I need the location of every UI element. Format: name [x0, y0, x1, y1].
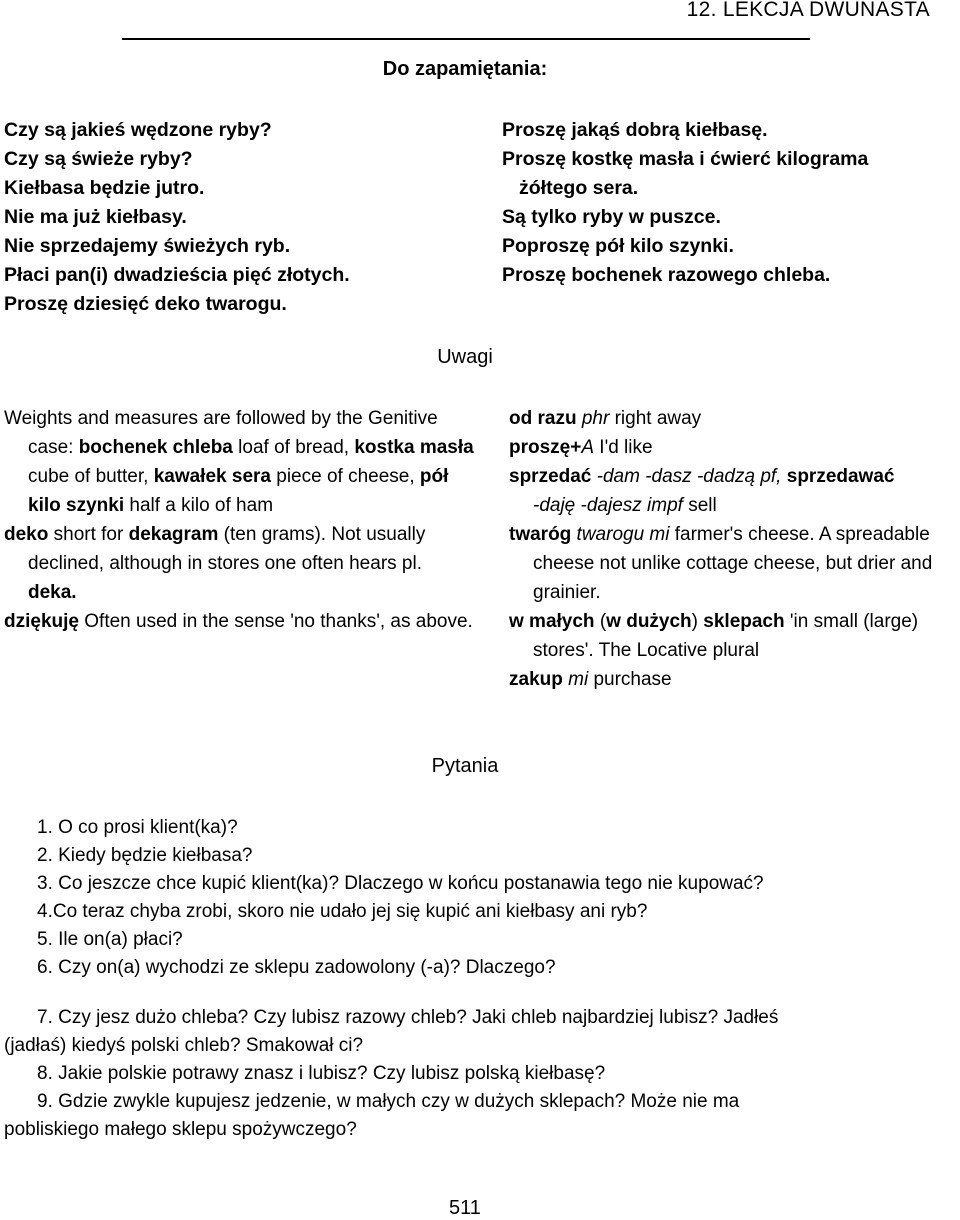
question-item: 4.Co teraz chyba zrobi, skoro nie udało jej się kupić ani kiełbasy ani ryb?	[37, 901, 648, 922]
phrase-line: Płaci pan(i) dwadzieścia pięć złotych.	[4, 264, 350, 286]
note-entry: deko short for dekagram (ten grams). Not usually declined, although in stores one often hears pl. deka.	[4, 524, 426, 603]
phrase-line: Czy są świeże ryby?	[4, 148, 193, 170]
question-group-gap	[4, 982, 904, 1004]
note-entry: dziękuję Often used in the sense 'no thanks', as above.	[4, 611, 473, 632]
phrase-line: Czy są jakieś wędzone ryby?	[4, 119, 272, 141]
phrase-line: Nie ma już kiełbasy.	[4, 206, 187, 228]
vocab-entry: proszę+A I'd like	[509, 437, 653, 458]
vocab-entry: w małych (w dużych) sklepach 'in small (large) stores'. The Locative plural	[509, 611, 919, 661]
vocab-entry: zakup mi purchase	[509, 669, 672, 690]
questions-heading: Pytania	[431, 755, 499, 777]
question-item: 8. Jakie polskie potrawy znasz i lubisz? Czy lubisz polską kiełbasę?	[37, 1063, 606, 1084]
question-item: 9. Gdzie zwykle kupujesz jedzenie, w małych czy w dużych sklepach? Może nie ma	[37, 1091, 740, 1112]
phrase-line: Poproszę pół kilo szynki.	[502, 235, 734, 257]
lesson-title: 12. LEKCJA DWUNASTA	[686, 0, 930, 21]
phrase-line: żółtego sera.	[519, 177, 639, 199]
remember-heading: Do zapamiętania:	[382, 58, 548, 80]
phrase-line: Kiełbasa będzie jutro.	[4, 177, 205, 199]
vocab-entry: twaróg twarogu mi farmer's cheese. A spreadable cheese not unlike cottage cheese, but drier and grainier.	[509, 524, 933, 603]
notes-heading: Uwagi	[437, 346, 493, 368]
question-item-continuation: (jadłaś) kiedyś polski chleb? Smakował ci?	[4, 1035, 364, 1056]
phrase-line: Proszę jakąś dobrą kiełbasę.	[502, 119, 768, 141]
phrase-line: Proszę kostkę masła i ćwierć kilograma	[502, 148, 869, 170]
phrase-line: Nie sprzedajemy świeżych ryb.	[4, 235, 291, 257]
phrase-line: Są tylko ryby w puszce.	[502, 206, 721, 228]
question-item: 3. Co jeszcze chce kupić klient(ka)? Dlaczego w końcu postanawia tego nie kupować?	[37, 873, 764, 894]
phrase-line: Proszę bochenek razowego chleba.	[502, 264, 831, 286]
note-entry: Weights and measures are followed by the Genitive case: bochenek chleba loaf of bread, kostka masła cube of butter, kawałek sera piece of cheese, pół kilo szynki half a kilo of ham	[4, 408, 474, 516]
question-item: 1. O co prosi klient(ka)?	[37, 817, 238, 838]
question-item: 7. Czy jesz dużo chleba? Czy lubisz razowy chleb? Jaki chleb najbardziej lubisz? Jadłeś	[37, 1007, 779, 1028]
question-item-continuation: pobliskiego małego sklepu spożywczego?	[4, 1119, 357, 1140]
phrases-right-column	[502, 116, 868, 290]
phrases-left-column	[4, 116, 350, 319]
phrase-line: Proszę dziesięć deko twarogu.	[4, 293, 287, 315]
notes-left-column	[4, 404, 474, 636]
questions-list	[4, 814, 904, 1144]
question-item: 2. Kiedy będzie kiełbasa?	[37, 845, 253, 866]
vocab-entry: sprzedać -dam -dasz -dadzą pf, sprzedawać -daję -dajesz impf sell	[509, 466, 895, 516]
header-rule	[122, 38, 810, 40]
page-number: 511	[449, 1197, 481, 1219]
question-item: 5. Ile on(a) płaci?	[37, 929, 183, 950]
notes-right-column	[509, 404, 960, 694]
question-item: 6. Czy on(a) wychodzi ze sklepu zadowolony (-a)? Dlaczego?	[37, 957, 556, 978]
vocab-entry: od razu phr right away	[509, 408, 702, 429]
